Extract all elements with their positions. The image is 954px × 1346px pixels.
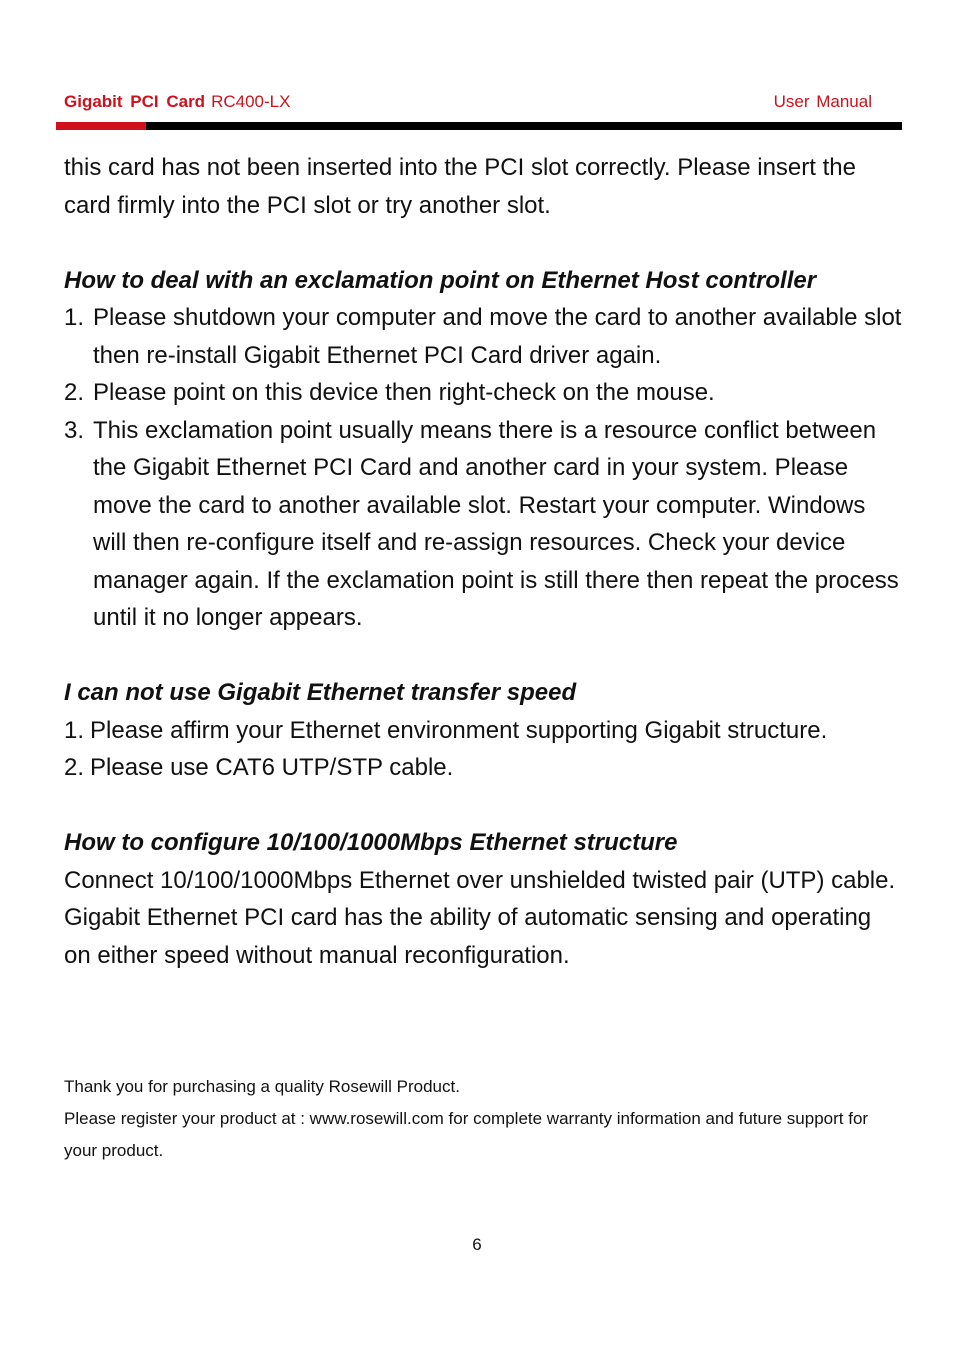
intro-paragraph: this card has not been inserted into the PCI slot correctly. Please insert the card firmly into the PCI slot or try another slot. bbox=[64, 154, 856, 219]
list-item-number: 1. bbox=[64, 716, 85, 744]
list-item bbox=[64, 749, 904, 787]
list-item bbox=[64, 412, 904, 637]
list-item-number: 3. bbox=[64, 416, 85, 444]
header-rule bbox=[56, 122, 902, 130]
section-configure-title: How to configure 10/100/1000Mbps Ethernet structure bbox=[64, 829, 678, 856]
list-item-text: Please affirm your Ethernet environment supporting Gigabit structure. bbox=[90, 716, 828, 744]
header-product-name: Gigabit PCI Card bbox=[64, 92, 206, 111]
spacer bbox=[64, 224, 904, 262]
page-number: 6 bbox=[472, 1235, 482, 1254]
page-header bbox=[64, 92, 872, 112]
list-item-text: Please shutdown your computer and move the card to another available slot then re-install Gigabit Ethernet PCI Card driver again. bbox=[93, 304, 902, 369]
list-item-text: Please use CAT6 UTP/STP cable. bbox=[90, 754, 454, 781]
section-speed-title: I can not use Gigabit Ethernet transfer speed bbox=[64, 679, 577, 706]
list-item-text: This exclamation point usually means there is a resource conflict between the Gigabit Ethernet PCI Card and another card in your system. Please move the card to another available slot. Restart your computer. Windows will then re-configure itself and re-assign resources. Check your device manager again. If the exclamation point is still there then repeat the process until it no longer appears. bbox=[93, 416, 899, 631]
header-model-number: RC400-LX bbox=[211, 92, 291, 111]
section-exclamation-title: How to deal with an exclamation point on Ethernet Host controller bbox=[64, 266, 817, 294]
page-footer bbox=[64, 1071, 904, 1167]
footer-thanks: Thank you for purchasing a quality Rosewill Product. bbox=[64, 1077, 460, 1096]
list-item bbox=[64, 374, 904, 412]
spacer bbox=[64, 637, 904, 675]
page-content bbox=[64, 149, 904, 974]
list-item-number: 2. bbox=[64, 754, 85, 781]
list-item-number: 2. bbox=[64, 379, 85, 406]
section-speed-list bbox=[64, 712, 904, 787]
footer-register: Please register your product at : www.rosewill.com for complete warranty information and future support for your product. bbox=[64, 1109, 869, 1160]
header-rule-accent bbox=[56, 122, 146, 130]
section-exclamation-list bbox=[64, 299, 904, 637]
list-item bbox=[64, 712, 904, 750]
list-item-text: Please point on this device then right-check on the mouse. bbox=[93, 379, 715, 406]
list-item-number: 1. bbox=[64, 304, 85, 331]
spacer bbox=[64, 787, 904, 825]
section-configure-text: Connect 10/100/1000Mbps Ethernet over unshielded twisted pair (UTP) cable. Gigabit Ethernet PCI card has the ability of automatic sensing and operating on either speed without manual reconfiguration. bbox=[64, 866, 896, 969]
header-manual-label: User Manual bbox=[773, 92, 872, 111]
list-item bbox=[64, 299, 904, 374]
